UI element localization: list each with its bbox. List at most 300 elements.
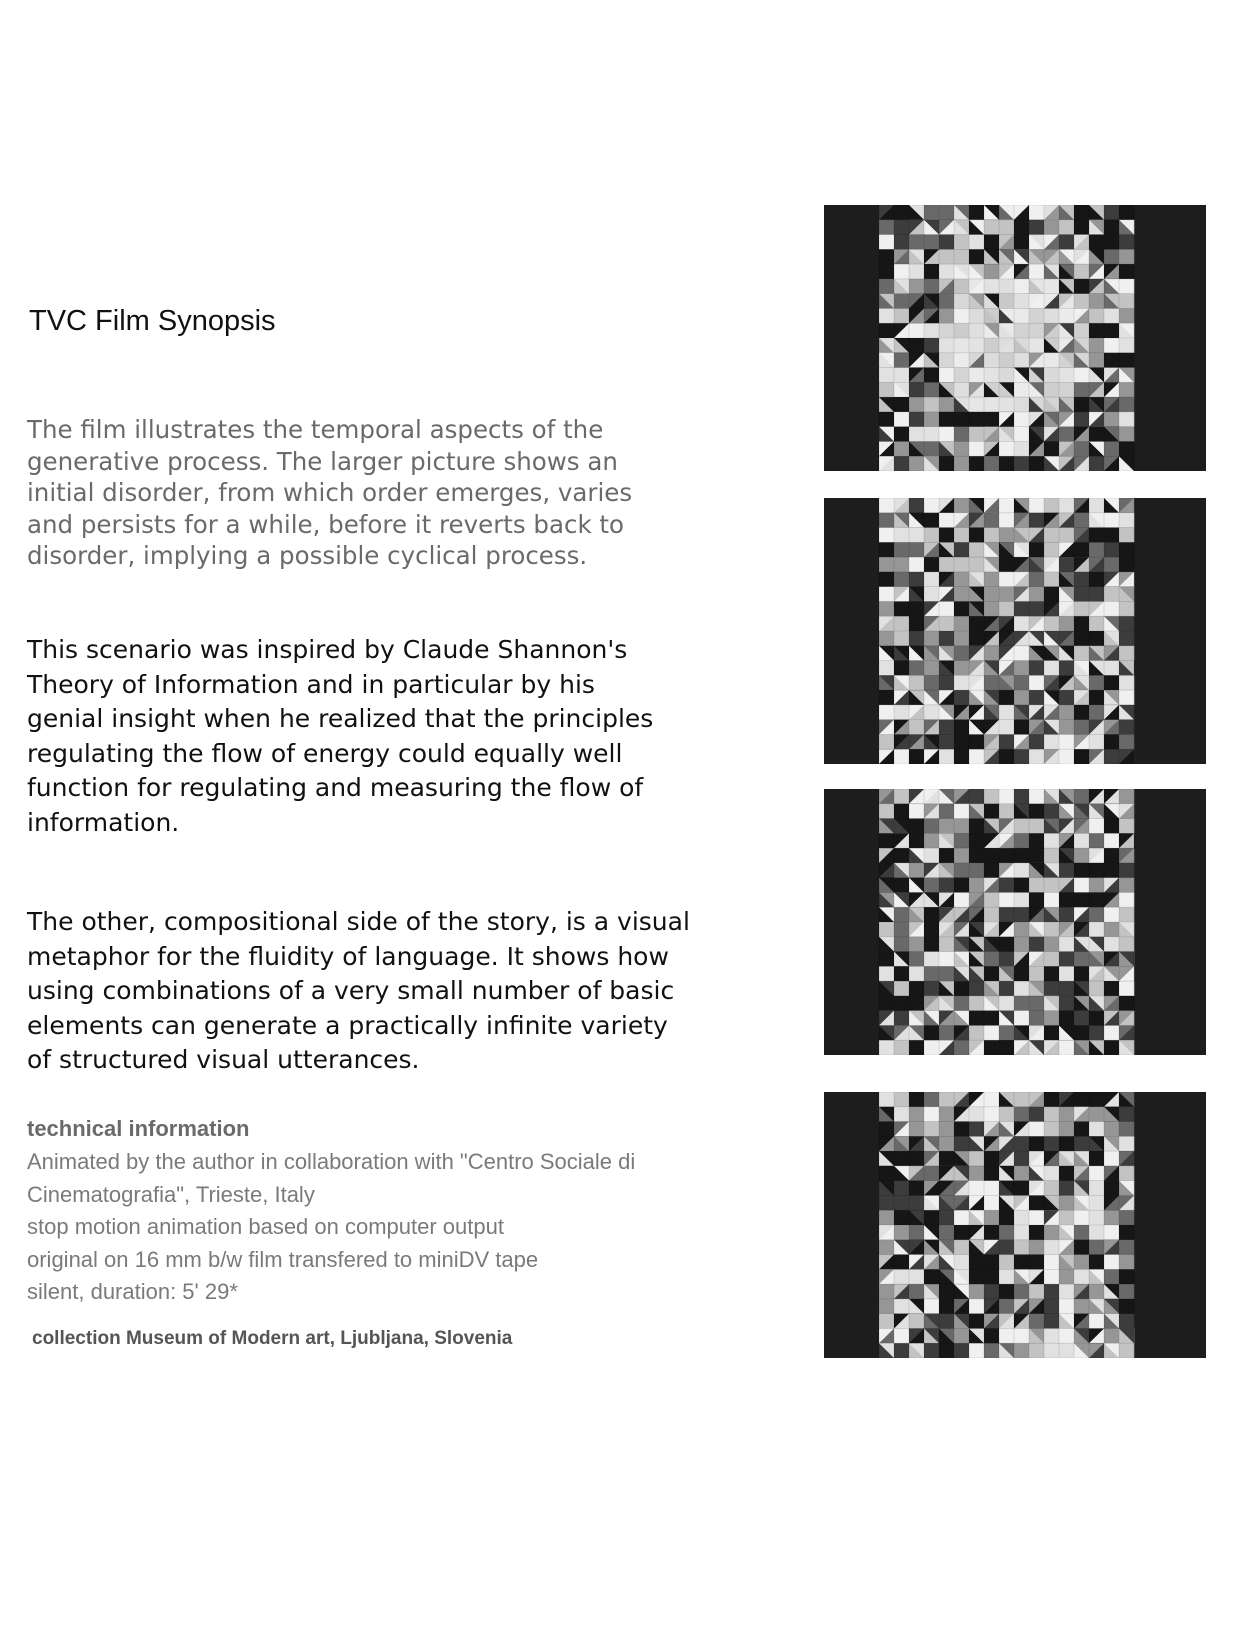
grid-cell xyxy=(909,572,924,587)
grid-cell xyxy=(984,892,999,907)
grid-cell xyxy=(1044,1299,1059,1314)
grid-cell xyxy=(954,690,969,705)
grid-cell xyxy=(1014,1181,1029,1196)
grid-cell xyxy=(879,412,894,427)
grid-cell xyxy=(1014,878,1029,893)
grid-cell xyxy=(1014,308,1029,323)
grid-cell xyxy=(909,819,924,834)
grid-cell xyxy=(894,749,909,764)
grid-cell xyxy=(1074,441,1089,456)
grid-cell xyxy=(1014,1092,1029,1107)
grid-cell xyxy=(1104,323,1119,338)
grid-cell xyxy=(1059,308,1074,323)
grid-cell xyxy=(1089,353,1104,368)
grid-cell xyxy=(954,1255,969,1270)
grid-cell xyxy=(984,353,999,368)
grid-cell xyxy=(1119,646,1134,661)
grid-cell xyxy=(879,1092,894,1107)
grid-cell xyxy=(1014,720,1029,735)
grid-cell xyxy=(1059,996,1074,1011)
grid-cell xyxy=(1104,338,1119,353)
grid-cell xyxy=(1104,528,1119,543)
grid-cell xyxy=(1059,1343,1074,1358)
grid-cell xyxy=(924,1210,939,1225)
grid-cell xyxy=(969,456,984,471)
grid-cell xyxy=(879,952,894,967)
grid-cell xyxy=(939,412,954,427)
grid-cell xyxy=(1089,1255,1104,1270)
grid-cell xyxy=(1074,863,1089,878)
grid-cell xyxy=(969,528,984,543)
grid-cell xyxy=(909,720,924,735)
grid-cell xyxy=(1089,587,1104,602)
grid-cell xyxy=(1014,601,1029,616)
grid-cell xyxy=(1119,427,1134,442)
grid-cell xyxy=(939,1092,954,1107)
grid-cell xyxy=(909,1314,924,1329)
grid-cell xyxy=(954,308,969,323)
grid-cell xyxy=(1044,1269,1059,1284)
synopsis-paragraph-1: The film illustrates the temporal aspects of the generative process. The larger picture shows an initial disorder, from which order emerges, varies and persists for a while, before it reverts back to disorder, implying a possible cyclical process. xyxy=(27,415,633,570)
grid-cell xyxy=(984,675,999,690)
grid-cell xyxy=(999,789,1014,804)
grid-cell xyxy=(954,528,969,543)
grid-cell xyxy=(1089,690,1104,705)
grid-cell xyxy=(1104,937,1119,952)
grid-cell xyxy=(1104,1151,1119,1166)
grid-cell xyxy=(879,368,894,383)
grid-cell xyxy=(984,1166,999,1181)
grid-cell xyxy=(1059,368,1074,383)
grid-cell xyxy=(894,1040,909,1055)
grid-cell xyxy=(939,1343,954,1358)
grid-cell xyxy=(1059,382,1074,397)
grid-cell xyxy=(879,804,894,819)
grid-cell xyxy=(1044,1181,1059,1196)
grid-cell xyxy=(1074,601,1089,616)
grid-cell xyxy=(1104,675,1119,690)
grid-cell xyxy=(1029,1122,1044,1137)
grid-cell xyxy=(1029,572,1044,587)
grid-cell xyxy=(1044,220,1059,235)
grid-cell xyxy=(1029,937,1044,952)
grid-cell xyxy=(1074,542,1089,557)
grid-cell xyxy=(1059,907,1074,922)
grid-cell xyxy=(1119,996,1134,1011)
grid-cell xyxy=(939,804,954,819)
grid-cell xyxy=(1014,382,1029,397)
grid-cell xyxy=(1029,1240,1044,1255)
grid-cell xyxy=(984,587,999,602)
grid-cell xyxy=(1104,661,1119,676)
grid-cell xyxy=(1104,557,1119,572)
grid-cell xyxy=(894,294,909,309)
grid-cell xyxy=(954,1343,969,1358)
grid-cell xyxy=(1044,279,1059,294)
grid-cell xyxy=(999,937,1014,952)
film-still-4 xyxy=(824,1092,1206,1358)
grid-cell xyxy=(1119,601,1134,616)
grid-cell xyxy=(924,1107,939,1122)
technical-line-1: Animated by the author in collaboration with "Centro Sociale di xyxy=(27,1149,636,1174)
grid-cell xyxy=(1119,1122,1134,1137)
grid-cell xyxy=(969,1011,984,1026)
grid-cell xyxy=(1029,675,1044,690)
grid-cell xyxy=(909,412,924,427)
film-still-3-image xyxy=(824,789,1206,1055)
grid-cell xyxy=(1044,1122,1059,1137)
grid-cell xyxy=(984,368,999,383)
grid-cell xyxy=(984,1328,999,1343)
grid-cell xyxy=(1059,616,1074,631)
grid-cell xyxy=(999,587,1014,602)
grid-cell xyxy=(939,1314,954,1329)
grid-cell xyxy=(894,1011,909,1026)
grid-cell xyxy=(1074,1210,1089,1225)
grid-cell xyxy=(1029,1195,1044,1210)
grid-cell xyxy=(1074,1255,1089,1270)
grid-cell xyxy=(1089,892,1104,907)
grid-cell xyxy=(954,587,969,602)
grid-cell xyxy=(1014,279,1029,294)
grid-cell xyxy=(1089,1284,1104,1299)
grid-cell xyxy=(1059,1136,1074,1151)
grid-cell xyxy=(954,892,969,907)
grid-cell xyxy=(1089,616,1104,631)
grid-cell xyxy=(1119,937,1134,952)
grid-cell xyxy=(1119,1255,1134,1270)
grid-cell xyxy=(1089,819,1104,834)
grid-cell xyxy=(909,966,924,981)
grid-cell xyxy=(984,1343,999,1358)
grid-cell xyxy=(909,863,924,878)
grid-cell xyxy=(894,353,909,368)
grid-cell xyxy=(954,382,969,397)
grid-cell xyxy=(999,1255,1014,1270)
grid-cell xyxy=(984,1092,999,1107)
grid-cell xyxy=(1059,981,1074,996)
grid-cell xyxy=(894,1328,909,1343)
grid-cell xyxy=(1059,1181,1074,1196)
grid-cell xyxy=(879,922,894,937)
grid-cell xyxy=(984,863,999,878)
grid-cell xyxy=(1044,966,1059,981)
grid-cell xyxy=(1059,1284,1074,1299)
grid-cell xyxy=(1044,922,1059,937)
grid-cell xyxy=(999,981,1014,996)
grid-cell xyxy=(924,1025,939,1040)
grid-cell xyxy=(1104,1122,1119,1137)
film-still-2 xyxy=(824,498,1206,764)
grid-cell xyxy=(924,498,939,513)
grid-cell xyxy=(879,1166,894,1181)
grid-cell xyxy=(1059,1011,1074,1026)
grid-cell xyxy=(1014,690,1029,705)
grid-cell xyxy=(1044,1284,1059,1299)
grid-cell xyxy=(939,353,954,368)
grid-cell xyxy=(954,878,969,893)
grid-cell xyxy=(1029,1314,1044,1329)
grid-cell xyxy=(879,705,894,720)
grid-cell xyxy=(894,1225,909,1240)
grid-cell xyxy=(1089,308,1104,323)
grid-cell xyxy=(939,1107,954,1122)
grid-cell xyxy=(909,382,924,397)
grid-cell xyxy=(984,1025,999,1040)
grid-cell xyxy=(954,441,969,456)
grid-cell xyxy=(999,848,1014,863)
grid-cell xyxy=(999,397,1014,412)
grid-cell xyxy=(1119,249,1134,264)
grid-cell xyxy=(894,1210,909,1225)
grid-cell xyxy=(909,1195,924,1210)
grid-cell xyxy=(1044,1025,1059,1040)
grid-cell xyxy=(894,441,909,456)
grid-cell xyxy=(879,1314,894,1329)
grid-cell xyxy=(999,907,1014,922)
grid-cell xyxy=(939,749,954,764)
grid-cell xyxy=(879,1195,894,1210)
grid-cell xyxy=(954,557,969,572)
grid-cell xyxy=(879,734,894,749)
grid-cell xyxy=(894,1092,909,1107)
film-still-1-image xyxy=(824,205,1206,471)
grid-cell xyxy=(894,848,909,863)
grid-cell xyxy=(1119,1314,1134,1329)
grid-cell xyxy=(894,966,909,981)
grid-cell xyxy=(909,1225,924,1240)
grid-cell xyxy=(1119,1225,1134,1240)
grid-cell xyxy=(909,749,924,764)
grid-cell xyxy=(939,819,954,834)
grid-cell xyxy=(1044,1136,1059,1151)
grid-cell xyxy=(1014,1328,1029,1343)
grid-cell xyxy=(969,996,984,1011)
grid-cell xyxy=(1029,833,1044,848)
grid-cell xyxy=(984,572,999,587)
grid-cell xyxy=(1029,542,1044,557)
grid-cell xyxy=(1074,1225,1089,1240)
grid-cell xyxy=(1074,749,1089,764)
grid-cell xyxy=(1059,498,1074,513)
grid-cell xyxy=(954,601,969,616)
grid-cell xyxy=(954,294,969,309)
grid-cell xyxy=(924,937,939,952)
grid-cell xyxy=(1014,661,1029,676)
grid-cell xyxy=(1014,1107,1029,1122)
grid-cell xyxy=(909,542,924,557)
grid-cell xyxy=(909,937,924,952)
grid-cell xyxy=(1044,734,1059,749)
grid-cell xyxy=(894,878,909,893)
grid-cell xyxy=(1119,557,1134,572)
grid-cell xyxy=(984,646,999,661)
grid-cell xyxy=(1074,631,1089,646)
grid-cell xyxy=(1044,937,1059,952)
grid-cell xyxy=(969,1025,984,1040)
grid-cell xyxy=(969,249,984,264)
grid-cell xyxy=(1044,528,1059,543)
grid-cell xyxy=(1014,1166,1029,1181)
grid-cell xyxy=(1014,892,1029,907)
grid-cell xyxy=(1119,528,1134,543)
grid-cell xyxy=(1119,1284,1134,1299)
grid-cell xyxy=(1029,734,1044,749)
grid-cell xyxy=(954,338,969,353)
grid-cell xyxy=(909,981,924,996)
film-still-3 xyxy=(824,789,1206,1055)
grid-cell xyxy=(1119,441,1134,456)
grid-cell xyxy=(1029,749,1044,764)
grid-cell xyxy=(909,1107,924,1122)
grid-cell xyxy=(939,323,954,338)
grid-cell xyxy=(1074,1011,1089,1026)
grid-cell xyxy=(939,966,954,981)
grid-cell xyxy=(894,705,909,720)
grid-cell xyxy=(969,1269,984,1284)
grid-cell xyxy=(939,1025,954,1040)
grid-cell xyxy=(984,1107,999,1122)
grid-cell xyxy=(984,264,999,279)
grid-cell xyxy=(1119,616,1134,631)
grid-cell xyxy=(954,661,969,676)
grid-cell xyxy=(1119,1107,1134,1122)
grid-cell xyxy=(969,308,984,323)
grid-cell xyxy=(909,675,924,690)
grid-cell xyxy=(969,878,984,893)
grid-cell xyxy=(999,690,1014,705)
grid-cell xyxy=(939,368,954,383)
grid-cell xyxy=(924,922,939,937)
grid-cell xyxy=(879,1240,894,1255)
grid-cell xyxy=(1014,907,1029,922)
technical-line-4: original on 16 mm b/w film transfered to miniDV tape xyxy=(27,1246,539,1272)
grid-cell xyxy=(924,235,939,250)
grid-cell xyxy=(1014,833,1029,848)
grid-cell xyxy=(1119,981,1134,996)
grid-cell xyxy=(1074,966,1089,981)
grid-cell xyxy=(1044,1328,1059,1343)
grid-cell xyxy=(939,397,954,412)
grid-cell xyxy=(924,412,939,427)
grid-cell xyxy=(1029,220,1044,235)
grid-cell xyxy=(1104,833,1119,848)
grid-cell xyxy=(894,631,909,646)
grid-cell xyxy=(924,382,939,397)
grid-cell xyxy=(909,427,924,442)
grid-cell xyxy=(1089,907,1104,922)
grid-cell xyxy=(1089,427,1104,442)
grid-cell xyxy=(984,966,999,981)
grid-cell xyxy=(999,878,1014,893)
grid-cell xyxy=(939,249,954,264)
grid-cell xyxy=(924,205,939,220)
grid-cell xyxy=(909,616,924,631)
grid-cell xyxy=(939,631,954,646)
grid-cell xyxy=(909,1151,924,1166)
grid-cell xyxy=(969,1314,984,1329)
grid-cell xyxy=(924,279,939,294)
grid-cell xyxy=(894,996,909,1011)
grid-cell xyxy=(969,323,984,338)
grid-cell xyxy=(1119,308,1134,323)
grid-cell xyxy=(1119,720,1134,735)
grid-cell xyxy=(984,1181,999,1196)
grid-cell xyxy=(1014,353,1029,368)
grid-cell xyxy=(969,427,984,442)
grid-cell xyxy=(969,749,984,764)
grid-cell xyxy=(1104,412,1119,427)
grid-cell xyxy=(1074,382,1089,397)
grid-cell xyxy=(1104,308,1119,323)
grid-cell xyxy=(1074,789,1089,804)
grid-cell xyxy=(1029,205,1044,220)
grid-cell xyxy=(984,848,999,863)
grid-cell xyxy=(1029,878,1044,893)
grid-cell xyxy=(1104,601,1119,616)
grid-cell xyxy=(954,1240,969,1255)
grid-cell xyxy=(1014,323,1029,338)
grid-cell xyxy=(1089,878,1104,893)
grid-cell xyxy=(924,323,939,338)
grid-cell xyxy=(1029,1011,1044,1026)
grid-cell xyxy=(1044,952,1059,967)
grid-cell xyxy=(984,412,999,427)
grid-cell xyxy=(1059,1195,1074,1210)
grid-cell xyxy=(879,572,894,587)
grid-cell xyxy=(984,1255,999,1270)
grid-cell xyxy=(924,1299,939,1314)
grid-cell xyxy=(909,1181,924,1196)
grid-cell xyxy=(999,528,1014,543)
grid-cell xyxy=(1044,382,1059,397)
grid-cell xyxy=(1074,892,1089,907)
grid-cell xyxy=(1119,789,1134,804)
grid-cell xyxy=(879,542,894,557)
grid-cell xyxy=(954,749,969,764)
grid-cell xyxy=(1014,749,1029,764)
grid-cell xyxy=(1119,294,1134,309)
grid-cell xyxy=(999,1225,1014,1240)
grid-cell xyxy=(1044,368,1059,383)
grid-cell xyxy=(969,981,984,996)
grid-cell xyxy=(894,616,909,631)
grid-cell xyxy=(1119,1210,1134,1225)
grid-cell xyxy=(1089,498,1104,513)
grid-cell xyxy=(999,1284,1014,1299)
grid-cell xyxy=(1074,279,1089,294)
grid-cell xyxy=(1089,1240,1104,1255)
grid-cell xyxy=(939,308,954,323)
grid-cell xyxy=(1074,833,1089,848)
grid-cell xyxy=(999,441,1014,456)
grid-cell xyxy=(939,1210,954,1225)
grid-cell xyxy=(1029,323,1044,338)
grid-cell xyxy=(1014,397,1029,412)
grid-cell xyxy=(984,1195,999,1210)
grid-cell xyxy=(984,1225,999,1240)
grid-cell xyxy=(1074,646,1089,661)
grid-cell xyxy=(894,368,909,383)
grid-cell xyxy=(1029,819,1044,834)
grid-cell xyxy=(939,205,954,220)
grid-cell xyxy=(924,1040,939,1055)
grid-cell xyxy=(879,513,894,528)
grid-cell xyxy=(1089,1107,1104,1122)
grid-cell xyxy=(1059,1328,1074,1343)
grid-cell xyxy=(1044,1240,1059,1255)
grid-cell xyxy=(984,804,999,819)
